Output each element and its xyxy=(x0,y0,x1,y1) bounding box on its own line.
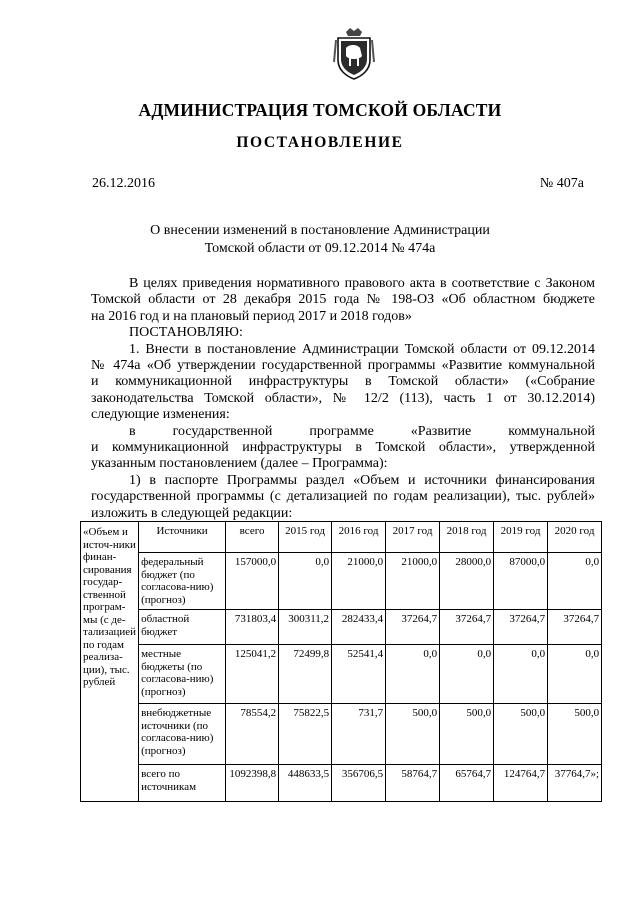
value-cell: 124764,7 xyxy=(494,765,548,802)
body-line: Томской области от 28 декабря 2015 года № 198-ОЗ «Об областном бюджете xyxy=(91,292,595,308)
document-type: ПОСТАНОВЛЕНИЕ xyxy=(236,134,404,151)
value-cell: 125041,2 xyxy=(226,645,279,704)
table-header-cell: Источники xyxy=(139,522,226,553)
value-cell: 500,0 xyxy=(440,704,494,765)
organization-title: АДМИНИСТРАЦИЯ ТОМСКОЙ ОБЛАСТИ xyxy=(138,100,502,120)
table-header-cell: 2020 год xyxy=(548,522,602,553)
value-cell: 58764,7 xyxy=(386,765,440,802)
source-cell: всего по источникам xyxy=(139,765,226,802)
body-line: законодательства Томской области», № 12/2 (113), часть 1 от 30.12.2014) xyxy=(91,390,595,406)
value-cell: 65764,7 xyxy=(440,765,494,802)
document-number: № 407а xyxy=(539,176,584,191)
section-label-cell: «Объем и источ-ники финан-сирования государ-ственной програм-мы (с де-тализацией по годам реализа-ции), тыс. рублей xyxy=(81,522,139,802)
value-cell: 52541,4 xyxy=(332,645,386,704)
body-line: изложить в следующей редакции: xyxy=(91,505,293,521)
table-header-cell: 2018 год xyxy=(440,522,494,553)
value-cell: 0,0 xyxy=(279,553,332,610)
table-row xyxy=(81,645,602,704)
source-cell: внебюджетные источники (по согласова-нию) (прогноз) xyxy=(139,704,226,765)
value-cell: 731,7 xyxy=(332,704,386,765)
table-header-cell: 2016 год xyxy=(332,522,386,553)
table-header-row xyxy=(81,522,602,553)
body-line: и коммуникационной инфраструктуры в Томской области», утвержденной xyxy=(91,440,595,456)
body-line: указанным постановлением (далее – Программа): xyxy=(91,456,388,472)
value-cell: 37264,7 xyxy=(386,610,440,645)
value-cell: 87000,0 xyxy=(494,553,548,610)
value-cell: 1092398,8 xyxy=(226,765,279,802)
value-cell: 157000,0 xyxy=(226,553,279,610)
table-header-cell: всего xyxy=(226,522,279,553)
body-line: № 474а «Об утверждении государственной программы «Развитие коммунальной xyxy=(91,358,595,374)
body-line: В целях приведения нормативного правового акта в соответствие с Законом xyxy=(129,276,595,291)
value-cell: 0,0 xyxy=(440,645,494,704)
value-cell: 37264,7 xyxy=(548,610,602,645)
source-cell: федеральный бюджет (по согласова-нию) (прогноз) xyxy=(139,553,226,610)
body-line: 1. Внести в постановление Администрации Томской области от 09.12.2014 xyxy=(129,341,595,357)
value-cell: 448633,5 xyxy=(279,765,332,802)
value-cell: 0,0 xyxy=(494,645,548,704)
table-header-cell: 2017 год xyxy=(386,522,440,553)
body-line: на 2016 год и на плановый период 2017 и 2018 годов» xyxy=(91,308,412,324)
value-cell: 500,0 xyxy=(386,704,440,765)
value-cell: 37264,7 xyxy=(494,610,548,645)
value-cell: 78554,2 xyxy=(226,704,279,765)
value-cell: 28000,0 xyxy=(440,553,494,610)
value-cell: 37764,7»; xyxy=(548,765,602,802)
table-row xyxy=(81,610,602,645)
value-cell: 75822,5 xyxy=(279,704,332,765)
table-header-cell: 2019 год xyxy=(494,522,548,553)
value-cell: 282433,4 xyxy=(332,610,386,645)
value-cell: 300311,2 xyxy=(279,610,332,645)
table-row xyxy=(81,765,602,802)
value-cell: 356706,5 xyxy=(332,765,386,802)
funding-table xyxy=(80,521,602,802)
subject-line: Томской области от 09.12.2014 № 474а xyxy=(204,241,436,256)
body-line: государственной программы (с детализацией по годам реализации), тыс. рублей» xyxy=(91,489,595,505)
value-cell: 731803,4 xyxy=(226,610,279,645)
decree-word: ПОСТАНОВЛЯЮ: xyxy=(129,325,243,341)
value-cell: 0,0 xyxy=(548,645,602,704)
value-cell: 500,0 xyxy=(548,704,602,765)
source-cell: областной бюджет xyxy=(139,610,226,645)
value-cell: 37264,7 xyxy=(440,610,494,645)
table-row xyxy=(81,553,602,610)
value-cell: 21000,0 xyxy=(332,553,386,610)
body-line: следующие изменения: xyxy=(91,407,230,423)
value-cell: 0,0 xyxy=(548,553,602,610)
document-subject xyxy=(0,222,640,258)
document-date: 26.12.2016 xyxy=(92,176,155,191)
body-line: 1) в паспорте Программы раздел «Объем и источники финансирования xyxy=(129,472,595,488)
table-row xyxy=(81,704,602,765)
value-cell: 21000,0 xyxy=(386,553,440,610)
table-header-cell: 2015 год xyxy=(279,522,332,553)
body-line: в государственной программе «Развитие коммунальной xyxy=(129,423,595,439)
value-cell: 500,0 xyxy=(494,704,548,765)
subject-line: О внесении изменений в постановление Администрации xyxy=(150,223,490,238)
coat-of-arms-icon xyxy=(332,26,376,80)
document-body xyxy=(91,276,595,522)
value-cell: 72499,8 xyxy=(279,645,332,704)
value-cell: 0,0 xyxy=(386,645,440,704)
body-line: и коммуникационной инфраструктуры в Томской области» («Собрание xyxy=(91,374,595,390)
source-cell: местные бюджеты (по согласова-нию) (прогноз) xyxy=(139,645,226,704)
